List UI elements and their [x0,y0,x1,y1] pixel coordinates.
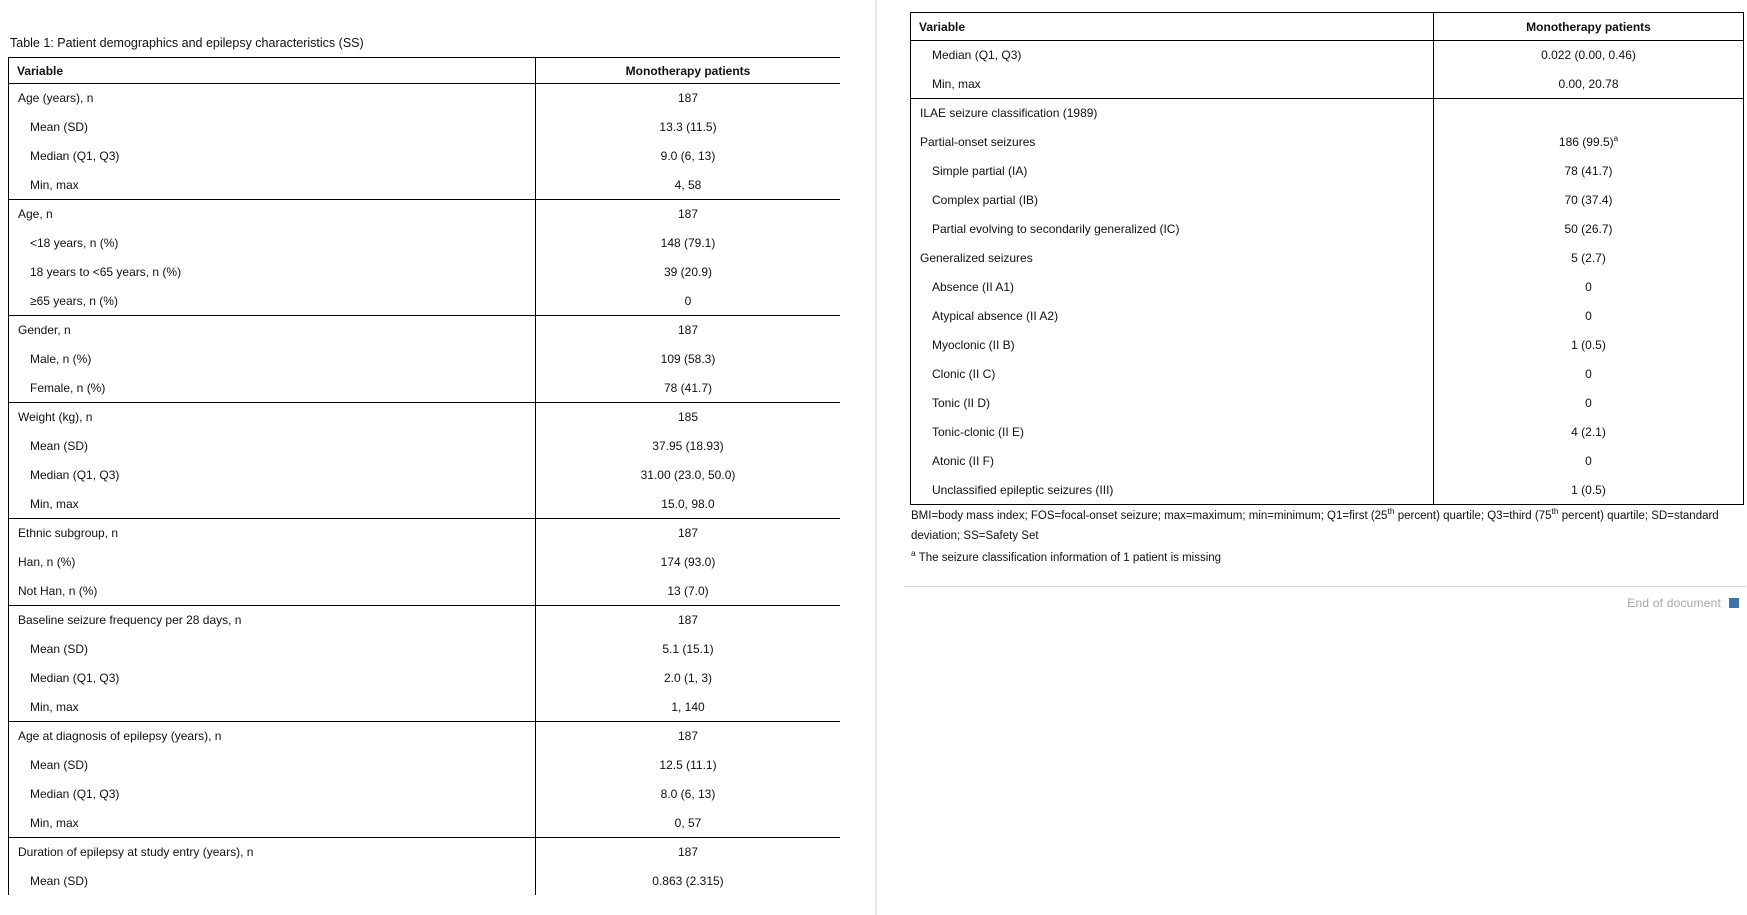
row-label: Ethnic subgroup, n [9,519,536,548]
row-label: Age (years), n [18,91,94,106]
table-row [9,229,841,258]
superscript-marker: th [1387,506,1395,517]
column-header-variable: Variable [9,58,536,84]
row-value: 0 [1434,389,1744,418]
table-row [9,84,841,113]
row-value [1434,99,1744,128]
row-value: 31.00 (23.0, 50.0) [536,461,841,490]
row-value: 13 (7.0) [536,577,841,606]
row-label: <18 years, n (%) [30,236,119,250]
row-label: Partial-onset seizures [920,135,1036,149]
table-row [9,171,841,200]
row-label: Min, max [30,496,79,511]
row-value: 78 (41.7) [1434,157,1744,186]
table-row [9,316,841,345]
table-row [9,606,841,635]
row-label: Age at diagnosis of epilepsy (years), n [9,722,536,751]
row-value: 148 (79.1) [536,229,841,258]
row-label: Mean (SD) [30,874,89,888]
row-label: ≥65 years, n (%) [30,293,118,308]
table-row [911,215,1744,244]
table-row [9,751,841,780]
table-row [9,432,841,461]
row-value: 0 [1434,447,1744,476]
table-row [9,519,841,548]
row-value: 187 [536,519,841,548]
row-value: 187 [536,84,841,113]
row-label: Unclassified epileptic seizures (III) [932,482,1114,497]
row-value: 0 [1434,302,1744,331]
row-value: 0 [536,287,841,316]
table-row [9,258,841,287]
row-value: 0 [1434,273,1744,302]
row-label: Min, max [30,699,79,714]
table-row [9,490,841,519]
row-value: 0, 57 [536,809,841,838]
table-row [9,664,841,693]
row-label: Complex partial (IB) [932,193,1039,207]
row-value: 109 (58.3) [536,345,841,374]
table-row [911,273,1744,302]
table-row [9,635,841,664]
row-label: Mean (SD) [30,120,89,134]
row-value: 8.0 (6, 13) [536,780,841,809]
table-row [911,418,1744,447]
row-label: Han, n (%) [18,555,76,569]
abbreviations-note: BMI=body mass index; FOS=focal-onset seizure; max=maximum; min=minimum; Q1=first (25th percent) quartile; Q3=third (75th percent) quartile; SD=standard deviation; SS=Safety Set [911,506,1719,542]
column-header-variable: Variable [911,13,1434,41]
table-row [911,360,1744,389]
table-row [9,403,841,432]
table-row [911,157,1744,186]
row-label: Not Han, n (%) [18,583,98,598]
row-label: Partial evolving to secondarily generalized (IC) [932,222,1180,236]
superscript-marker: th [1551,506,1559,517]
row-value: 78 (41.7) [536,374,841,403]
table-clip-region [8,57,840,895]
row-label: Min, max [30,177,79,192]
row-value: 50 (26.7) [1434,215,1744,244]
row-label: Min, max [932,76,981,91]
row-label: Tonic (II D) [932,396,991,410]
superscript-marker: a [1613,134,1619,143]
table-row [911,70,1744,99]
row-label: Weight (kg), n [9,403,536,432]
row-label: Min, max [30,815,79,830]
table-row [9,287,841,316]
row-value: 0.022 (0.00, 0.46) [1434,41,1744,70]
table-row [9,693,841,722]
column-header-monotherapy: Monotherapy patients [1434,13,1744,41]
table-row [9,345,841,374]
table-footnotes [911,506,1747,568]
row-label: Absence (II A1) [932,280,1015,294]
table-row [9,780,841,809]
table-row [9,200,841,229]
row-value: 37.95 (18.93) [536,432,841,461]
table-header-row [9,58,841,84]
row-label: Myoclonic (II B) [932,338,1015,352]
row-value: 9.0 (6, 13) [536,142,841,171]
demographics-table-right [910,12,1744,505]
table-row [911,41,1744,70]
row-value: 1, 140 [536,693,841,722]
row-value: 174 (93.0) [536,548,841,577]
table-row [911,244,1744,273]
row-value: 0 [1434,360,1744,389]
row-value: 1 (0.5) [1434,476,1744,505]
table-title: Table 1: Patient demographics and epilepsy characteristics (SS) [10,36,364,50]
end-of-document-icon [1729,598,1739,608]
row-value: 187 [536,200,841,229]
table-row [911,302,1744,331]
table-row [9,548,841,577]
row-label: Generalized seizures [920,251,1033,265]
row-value: 0.863 (2.315) [536,867,841,896]
row-value: 39 (20.9) [536,258,841,287]
row-label: Atypical absence (II A2) [932,309,1059,323]
table-row [9,722,841,751]
table-row [911,99,1744,128]
row-label: Median (Q1, Q3) [30,787,120,801]
row-value: 15.0, 98.0 [536,490,841,519]
column-header-monotherapy: Monotherapy patients [536,58,841,84]
row-label: Male, n (%) [30,352,92,366]
row-label: Female, n (%) [30,380,106,395]
table-row [911,389,1744,418]
table-row [911,128,1744,157]
row-label: Duration of epilepsy at study entry (years), n [9,838,536,867]
row-value: 186 $(99.5)^a$ [1434,128,1744,157]
table-row [9,113,841,142]
superscript-marker: a [911,548,916,559]
row-value: 185 [536,403,841,432]
table-row [911,331,1744,360]
table-header-row [911,13,1744,41]
row-label: Mean (SD) [30,439,89,453]
row-value: 187 [536,316,841,345]
row-label: Mean (SD) [30,642,89,656]
row-label: ILAE seizure classification (1989) [911,99,1434,128]
row-value: 2.0 (1, 3) [536,664,841,693]
table-row [9,809,841,838]
table-row [9,374,841,403]
row-label: Baseline seizure frequency per 28 days, n [9,606,536,635]
row-value: 187 [536,838,841,867]
row-label: Clonic (II C) [932,367,996,381]
row-value: 4, 58 [536,171,841,200]
table-row [911,186,1744,215]
row-label: Mean (SD) [30,758,89,772]
table-row [9,838,841,867]
row-label: Simple partial (IA) [932,164,1028,178]
end-of-document [1627,596,1739,610]
row-label: Atonic (II F) [932,454,995,468]
row-value: 70 (37.4) [1434,186,1744,215]
row-label: Median (Q1, Q3) [932,48,1022,63]
table-row [911,447,1744,476]
table-row [9,867,841,896]
row-label: Median (Q1, Q3) [30,468,120,482]
row-label: 18 years to <65 years, n (%) [30,265,182,279]
footnote-a: $^a$ The seizure classification information of 1 patient is missing [911,548,1222,564]
row-value: 13.3 (11.5) [536,113,841,142]
row-value: 1 (0.5) [1434,331,1744,360]
row-label: Median (Q1, Q3) [30,149,120,163]
table-row [9,461,841,490]
end-of-document-label: End of document [1627,596,1721,610]
row-value: 4 (2.1) [1434,418,1744,447]
table-row [9,142,841,171]
table-row [911,476,1744,505]
row-value: 12.5 (11.1) [536,751,841,780]
row-label: Tonic-clonic (II E) [932,425,1025,439]
demographics-table-left [8,57,840,895]
row-label: Median (Q1, Q3) [30,671,120,685]
table-row [9,577,841,606]
row-value: 187 [536,722,841,751]
page-separator [875,0,877,915]
row-value: 5.1 (15.1) [536,635,841,664]
row-value: 5 (2.7) [1434,244,1744,273]
row-value: 187 [536,606,841,635]
section-divider [905,586,1746,587]
row-value: 0.00, 20.78 [1434,70,1744,99]
row-label: Age, n [9,200,536,229]
row-label: Gender, n [9,316,536,345]
